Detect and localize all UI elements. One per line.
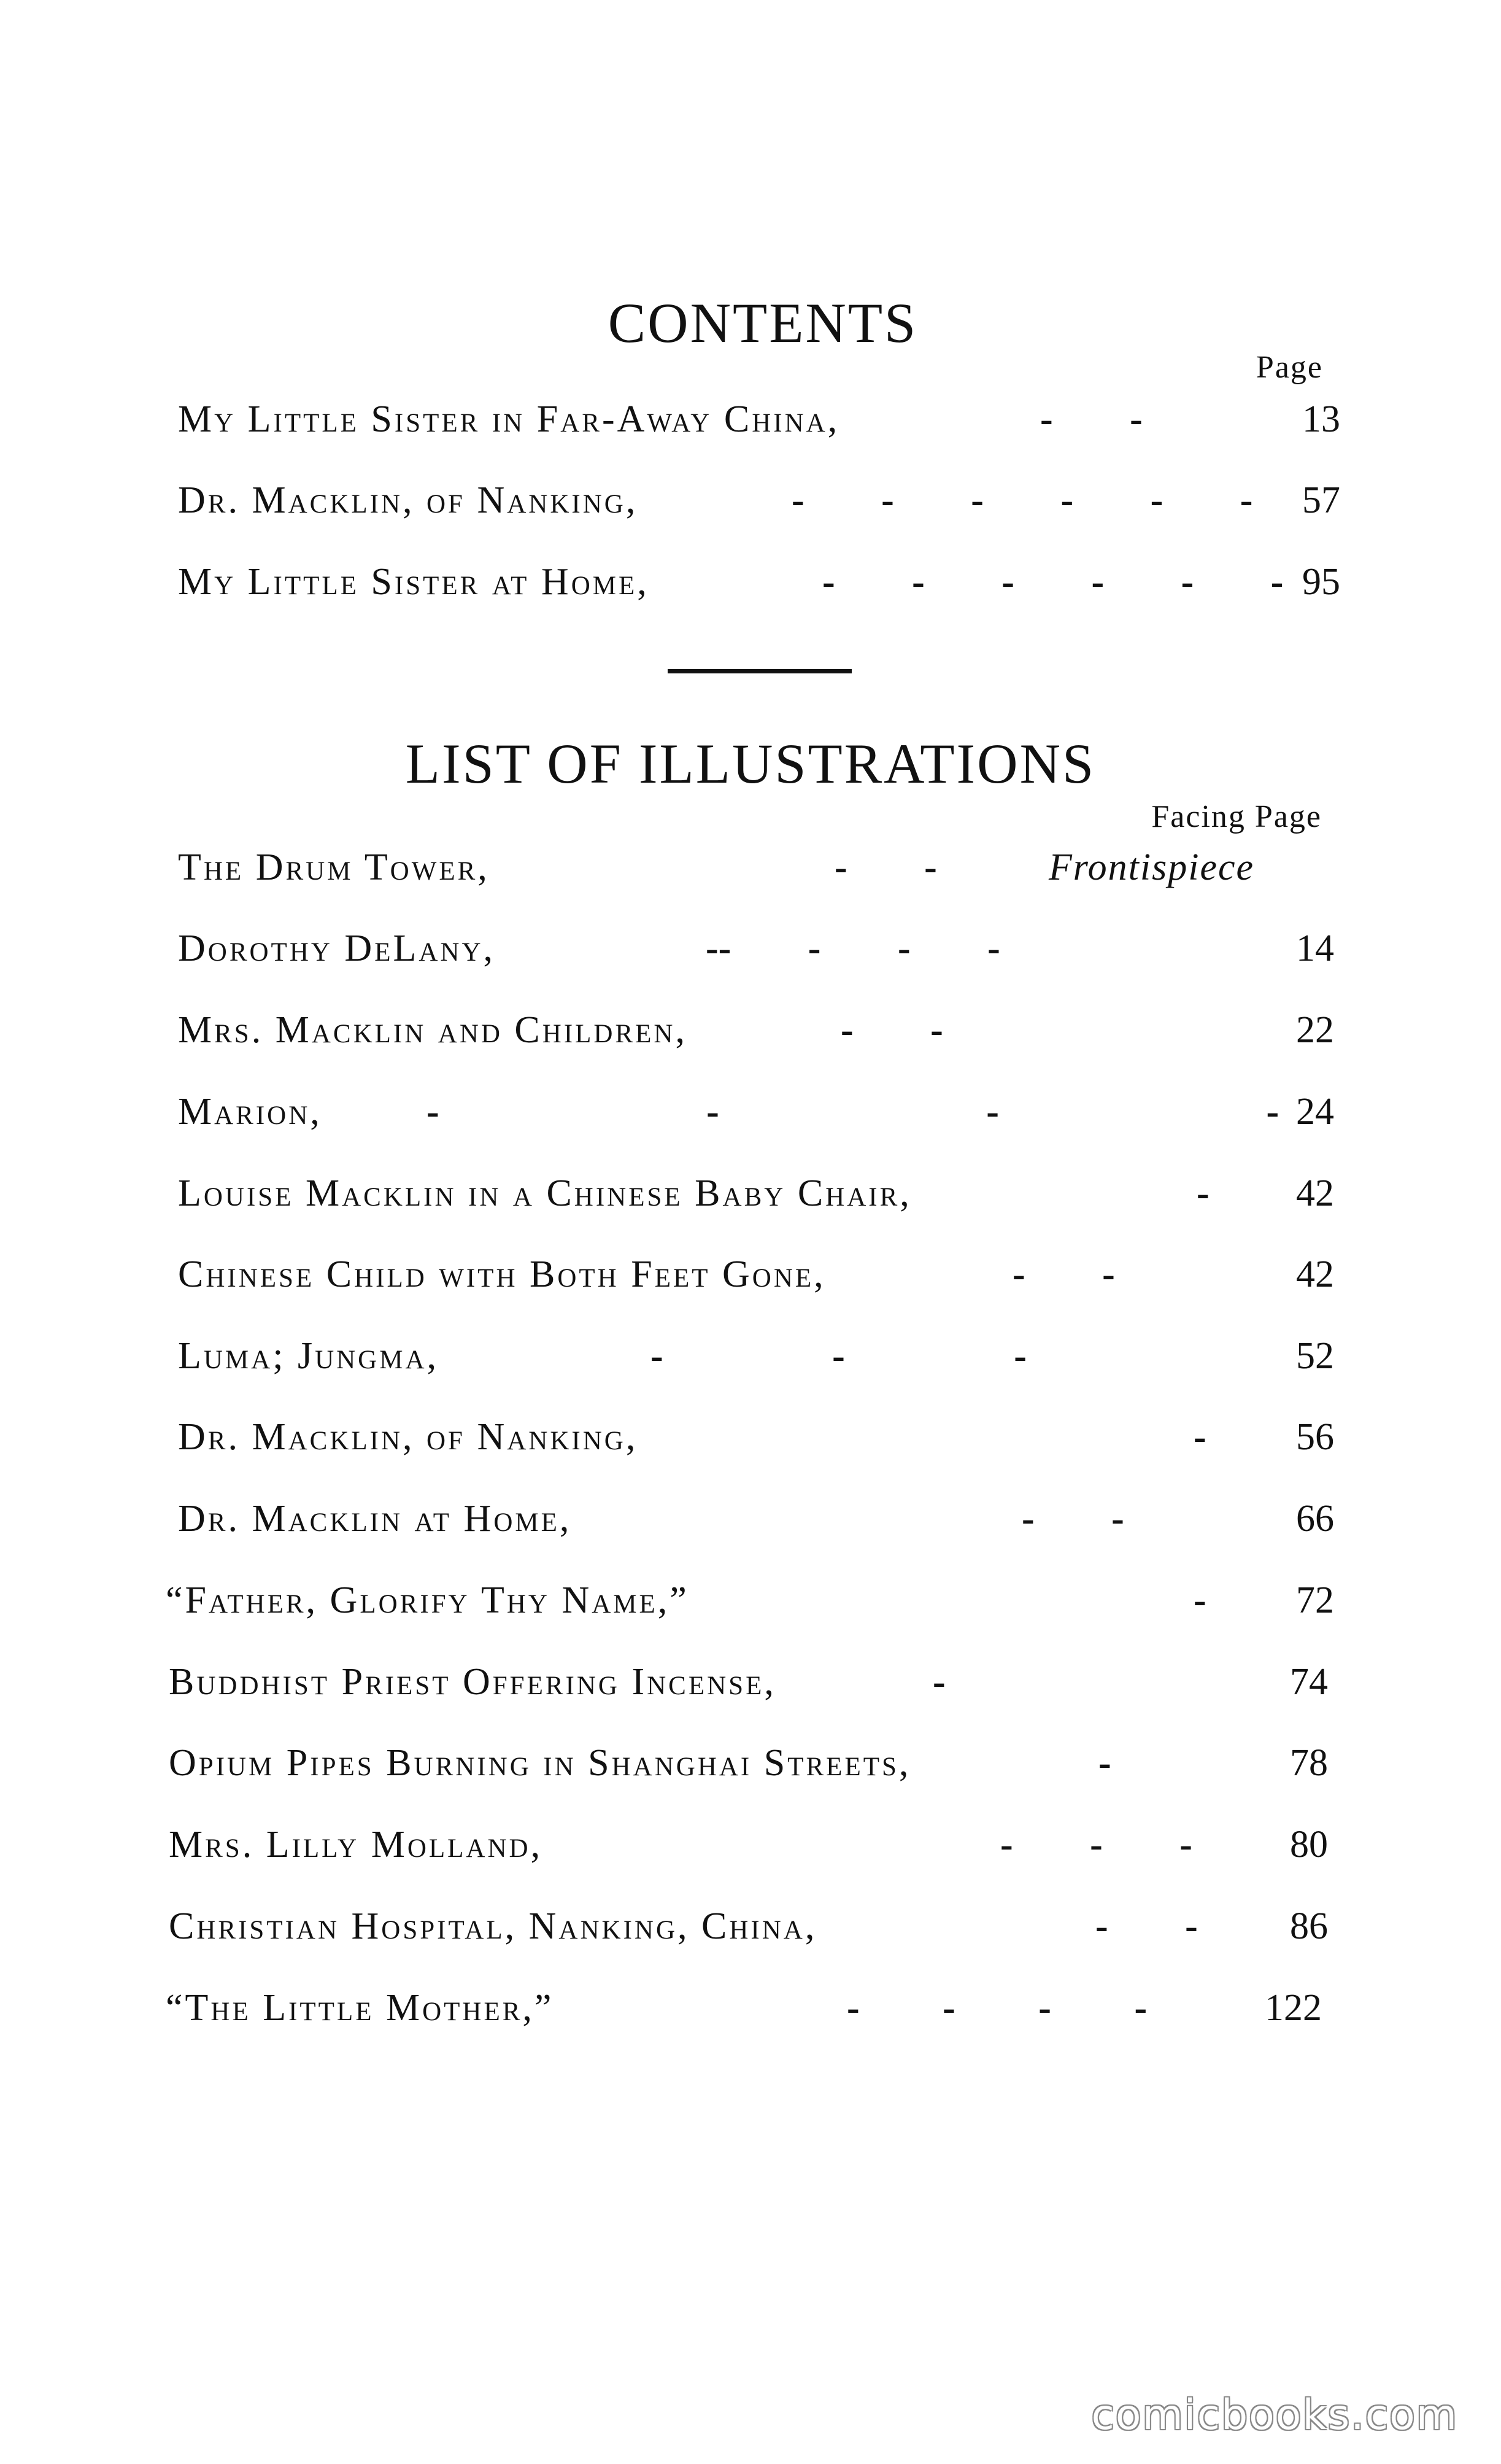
entry-title: My Little Sister at Home,: [178, 561, 649, 603]
site-watermark: comicbooks.com: [1091, 2391, 1458, 2439]
entry-page-number: 66: [1296, 1498, 1334, 1540]
illustration-entry: [0, 1409, 1501, 1465]
entry-title: Christian Hospital, Nanking, China,: [169, 1905, 817, 1947]
illustrations-page-column-label: Facing Page: [1151, 799, 1322, 834]
contents-page-column-label: Page: [1256, 350, 1323, 385]
entry-leaders: -: [1098, 1742, 1111, 1784]
entry-leaders: - -: [1040, 398, 1143, 440]
entry-title: Dr. Macklin, of Nanking,: [178, 1416, 638, 1458]
entry-title: “Father, Glorify Thy Name,”: [166, 1579, 689, 1621]
entry-title: Chinese Child with Both Feet Gone,: [178, 1253, 826, 1295]
contents-entry: [0, 554, 1501, 610]
entry-leaders: - - -: [650, 1335, 1027, 1377]
entry-leaders: - -: [835, 847, 937, 888]
entry-title: “The Little Mother,”: [166, 1987, 554, 2029]
entry-page-number: 42: [1296, 1253, 1334, 1295]
entry-leaders: - -: [841, 1009, 943, 1051]
illustration-entry: [0, 1980, 1501, 2036]
entry-title: Opium Pipes Burning in Shanghai Streets,: [169, 1742, 911, 1784]
entry-title: Mrs. Lilly Molland,: [169, 1824, 543, 1865]
contents-entry: [0, 392, 1501, 447]
entry-leaders: - - - - - -: [792, 479, 1253, 521]
section-divider-rule: [668, 669, 852, 673]
entry-page-number: 13: [1302, 398, 1340, 440]
entry-leaders: - - - -: [426, 1091, 1279, 1133]
entry-leaders: - - - - - -: [822, 561, 1284, 603]
entry-page-number: 57: [1302, 479, 1340, 521]
entry-leaders: - -: [1013, 1253, 1115, 1295]
illustration-entry: [0, 1084, 1501, 1139]
entry-title: Dorothy DeLany,: [178, 928, 496, 969]
entry-leaders: -: [1197, 1172, 1210, 1214]
entry-title: Dr. Macklin, of Nanking,: [178, 479, 638, 521]
entry-page-number: 74: [1290, 1661, 1328, 1703]
entry-title: My Little Sister in Far-Away China,: [178, 398, 840, 440]
entry-title: Buddhist Priest Offering Incense,: [169, 1661, 776, 1703]
illustration-entry: [0, 1247, 1501, 1302]
entry-page-number: 72: [1296, 1579, 1334, 1621]
illustration-entry: [0, 1899, 1501, 1954]
contents-entry: [0, 473, 1501, 528]
illustration-entry: [0, 921, 1501, 976]
entry-page-number: Frontispiece: [1048, 847, 1254, 888]
entry-page-number: 80: [1290, 1824, 1328, 1865]
entry-title: Dr. Macklin at Home,: [178, 1498, 572, 1540]
entry-page-number: 56: [1296, 1416, 1334, 1458]
entry-page-number: 42: [1296, 1172, 1334, 1214]
illustration-entry: [0, 1735, 1501, 1791]
entry-title: Luma; Jungma,: [178, 1335, 439, 1377]
illustration-entry: [0, 1328, 1501, 1384]
entry-page-number: 122: [1265, 1987, 1322, 2029]
entry-title: The Drum Tower,: [178, 847, 490, 888]
entry-page-number: 14: [1296, 928, 1334, 969]
illustration-entry: [0, 1491, 1501, 1546]
illustration-entry: [0, 1166, 1501, 1221]
entry-page-number: 22: [1296, 1009, 1334, 1051]
entry-leaders: - -: [1022, 1498, 1124, 1540]
entry-title: Marion,: [178, 1091, 322, 1133]
entry-title: Mrs. Macklin and Children,: [178, 1009, 687, 1051]
entry-leaders: -: [1194, 1416, 1206, 1458]
entry-leaders: - -: [1095, 1905, 1198, 1947]
entry-page-number: 78: [1290, 1742, 1328, 1784]
illustration-entry: [0, 1817, 1501, 1872]
contents-heading: CONTENTS: [608, 292, 918, 354]
illustration-entry: [0, 1573, 1501, 1628]
entry-leaders: - - - -: [847, 1987, 1148, 2029]
entry-page-number: 95: [1302, 561, 1340, 603]
entry-leaders: -: [1194, 1579, 1206, 1621]
entry-leaders: -- - - -: [706, 928, 1000, 969]
entry-leaders: - - -: [1000, 1824, 1192, 1865]
entry-title: Louise Macklin in a Chinese Baby Chair,: [178, 1172, 912, 1214]
illustration-entry: [0, 1654, 1501, 1710]
entry-leaders: -: [933, 1661, 946, 1703]
illustration-entry: [0, 840, 1501, 895]
entry-page-number: 86: [1290, 1905, 1328, 1947]
entry-page-number: 52: [1296, 1335, 1334, 1377]
illustration-entry: [0, 1002, 1501, 1058]
illustrations-heading: LIST OF ILLUSTRATIONS: [405, 732, 1096, 795]
entry-page-number: 24: [1296, 1091, 1334, 1133]
